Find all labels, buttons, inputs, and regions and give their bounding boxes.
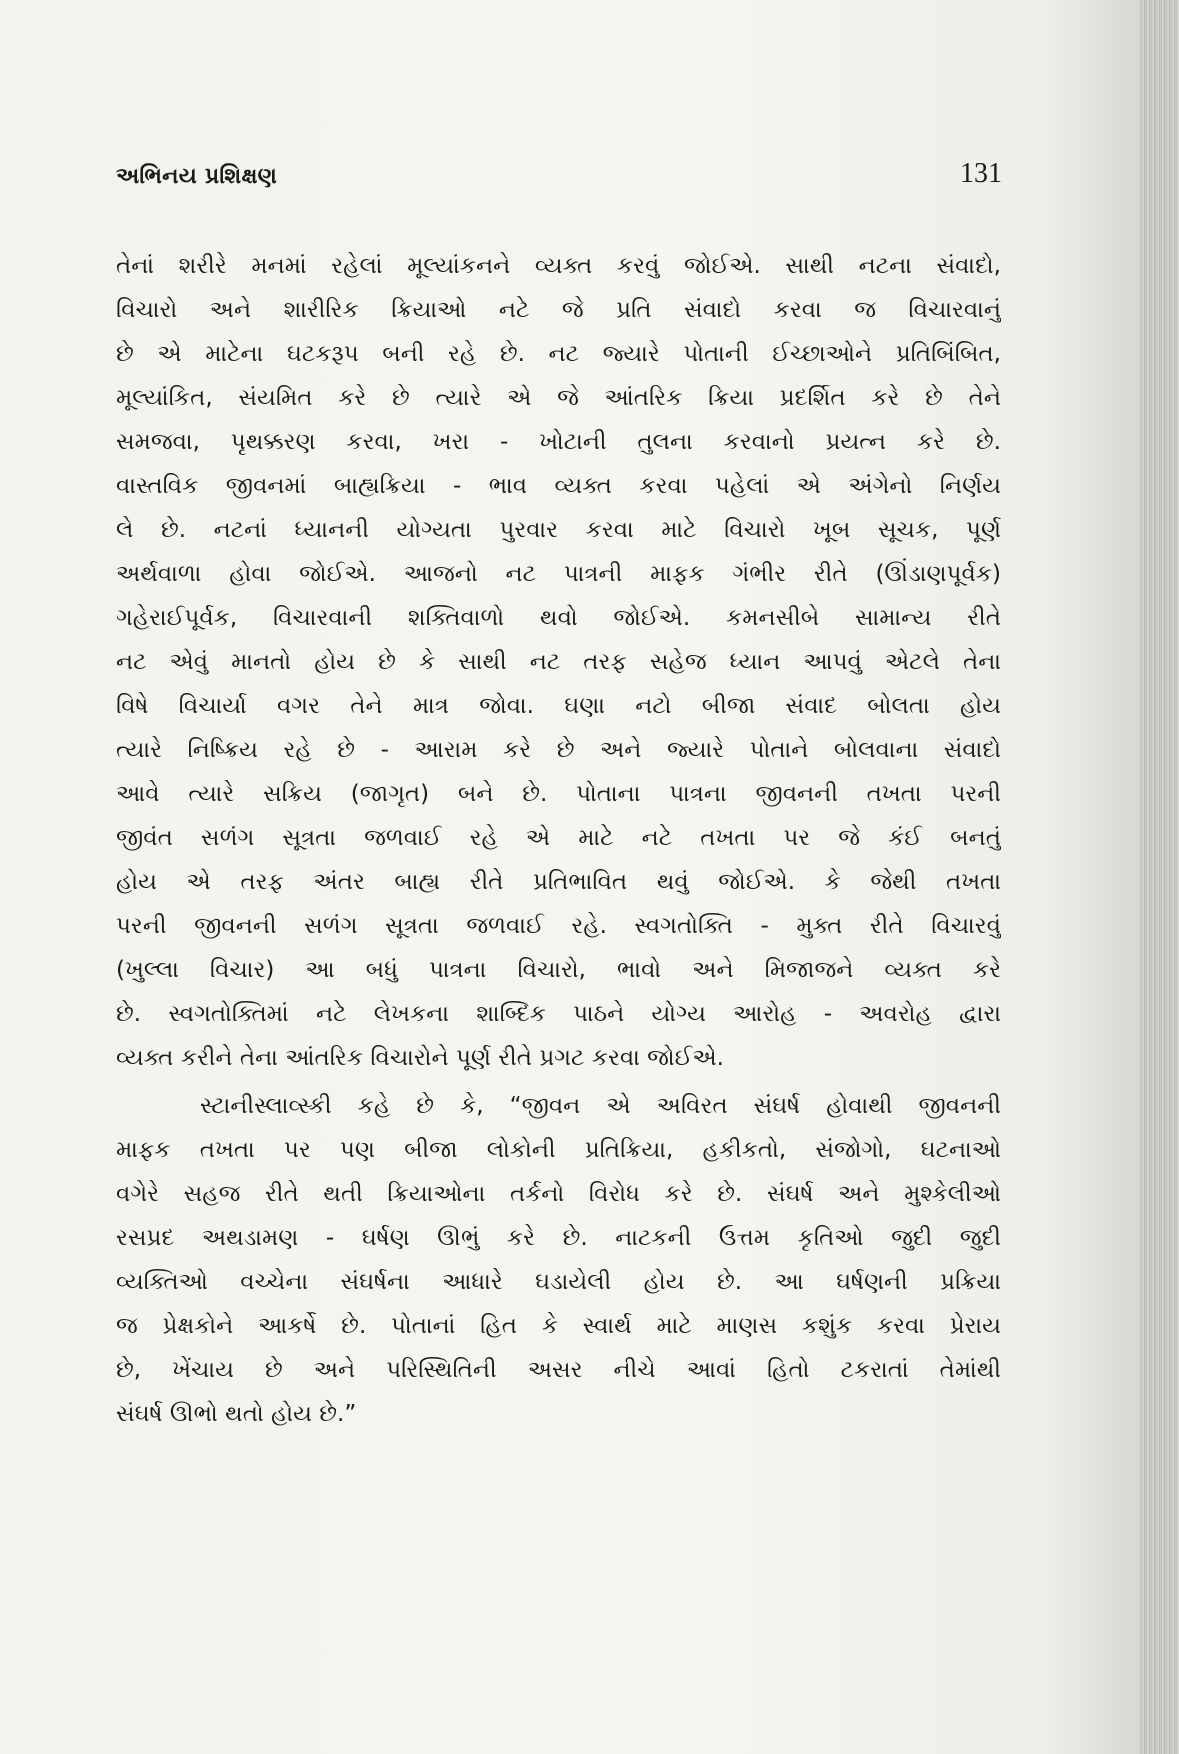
text-line: ત્યારે નિષ્ક્રિય રહે છે - આરામ કરે છે અને જ્યારે પોતાને બોલવાના સંવાદો xyxy=(116,737,1001,763)
text-line: વ્યક્તિઓ વચ્ચેના સંઘર્ષના આધારે ઘડાયેલી હોય છે. આ ઘર્ષણની પ્રક્રિયા xyxy=(116,1269,1001,1295)
text-line: છે, ખેંચાય છે અને પરિસ્થિતિની અસર નીચે આવાં હિતો ટકરાતાં તેમાંથી xyxy=(116,1357,1001,1383)
text-line: મૂલ્યાંકિત, સંયમિત કરે છે ત્યારે એ જે આંતરિક ક્રિયા પ્રદર્શિત કરે છે તેને xyxy=(116,385,1001,411)
paragraph xyxy=(116,244,1001,1080)
text-line: રસપ્રદ અથડામણ - ઘર્ષણ ઊભું કરે છે. નાટકની ઉત્તમ કૃતિઓ જુદી જુદી xyxy=(116,1225,1001,1251)
text-line: વગેરે સહજ રીતે થતી ક્રિયાઓના તર્કનો વિરોધ કરે છે. સંઘર્ષ અને મુશ્કેલીઓ xyxy=(116,1181,1001,1207)
text-line: પરની જીવનની સળંગ સૂત્રતા જળવાઈ રહે. સ્વગતોક્તિ - મુક્ત રીતે વિચારવું xyxy=(116,913,1001,939)
text-line: સમજવા, પૃથક્કરણ કરવા, ખરા - ખોટાની તુલના કરવાનો પ્રયત્ન કરે છે. xyxy=(116,429,1001,455)
text-line: હોય એ તરફ અંતર બાહ્ય રીતે પ્રતિભાવિત થવું જોઈએ. કે જેથી તખતા xyxy=(116,869,1001,895)
text-line: જીવંત સળંગ સૂત્રતા જળવાઈ રહે એ માટે નટે તખતા પર જે કંઈ બનતું xyxy=(116,825,1001,851)
text-line: તેનાં શરીરે મનમાં રહેલાં મૂલ્યાંકનને વ્યક્ત કરવું જોઈએ. સાથી નટના સંવાદો, xyxy=(116,253,1001,279)
text-line: (ખુલ્લા વિચાર) આ બધું પાત્રના વિચારો, ભાવો અને મિજાજને વ્યક્ત કરે xyxy=(116,957,1001,983)
text-line: સંઘર્ષ ઊભો થતો હોય છે.” xyxy=(116,1401,357,1427)
text-line: અર્થવાળા હોવા જોઈએ. આજનો નટ પાત્રની માફક ગંભીર રીતે (ઊંડાણપૂર્વક) xyxy=(116,561,1001,587)
text-line: વિષે વિચાર્યા વગર તેને માત્ર જોવા. ઘણા નટો બીજા સંવાદ બોલતા હોય xyxy=(116,693,1001,719)
page-edge-stack xyxy=(1140,0,1179,1754)
text-line: વાસ્તવિક જીવનમાં બાહ્યક્રિયા - ભાવ વ્યક્ત કરવા પહેલાં એ અંગેનો નિર્ણય xyxy=(116,473,1001,499)
text-line: જ પ્રેક્ષકોને આકર્ષે છે. પોતાનાં હિત કે સ્વાર્થ માટે માણસ કશુંક કરવા પ્રેરાય xyxy=(116,1313,1001,1339)
text-line: સ્ટાનીસ્લાવ્સ્કી કહે છે કે, “જીવન એ અવિરત સંઘર્ષ હોવાથી જીવનની xyxy=(200,1093,1001,1119)
text-line: નટ એવું માનતો હોય છે કે સાથી નટ તરફ સહેજ ધ્યાન આપવું એટલે તેના xyxy=(116,649,1001,675)
text-line: છે. સ્વગતોક્તિમાં નટે લેખકના શાબ્દિક પાઠને યોગ્ય આરોહ - અવરોહ દ્વારા xyxy=(116,1001,1001,1027)
text-line: વ્યક્ત કરીને તેના આંતરિક વિચારોને પૂર્ણ રીતે પ્રગટ કરવા જોઈએ. xyxy=(116,1045,724,1071)
running-title: અભિનય પ્રશિક્ષણ xyxy=(116,164,278,189)
text-line: વિચારો અને શારીરિક ક્રિયાઓ નટે જે પ્રતિ સંવાદો કરવા જ વિચારવાનું xyxy=(116,297,1001,323)
text-line: છે એ માટેના ઘટકરૂપ બની રહે છે. નટ જ્યારે પોતાની ઈચ્છાઓને પ્રતિબિંબિત, xyxy=(116,341,1001,367)
paragraph xyxy=(116,1084,1001,1436)
text-line: આવે ત્યારે સક્રિય (જાગૃત) બને છે. પોતાના પાત્રના જીવનની તખતા પરની xyxy=(116,781,1001,807)
text-line: ગહેરાઈપૂર્વક, વિચારવાની શક્તિવાળો થવો જોઈએ. કમનસીબે સામાન્ય રીતે xyxy=(116,605,1001,631)
page-number: 131 xyxy=(960,158,1002,189)
body-text xyxy=(116,244,1001,1436)
text-line: માફક તખતા પર પણ બીજા લોકોની પ્રતિક્રિયા, હકીકતો, સંજોગો, ઘટનાઓ xyxy=(116,1137,1001,1163)
text-line: લે છે. નટનાં ધ્યાનની યોગ્યતા પુરવાર કરવા માટે વિચારો ખૂબ સૂચક, પૂર્ણ xyxy=(116,517,1001,543)
